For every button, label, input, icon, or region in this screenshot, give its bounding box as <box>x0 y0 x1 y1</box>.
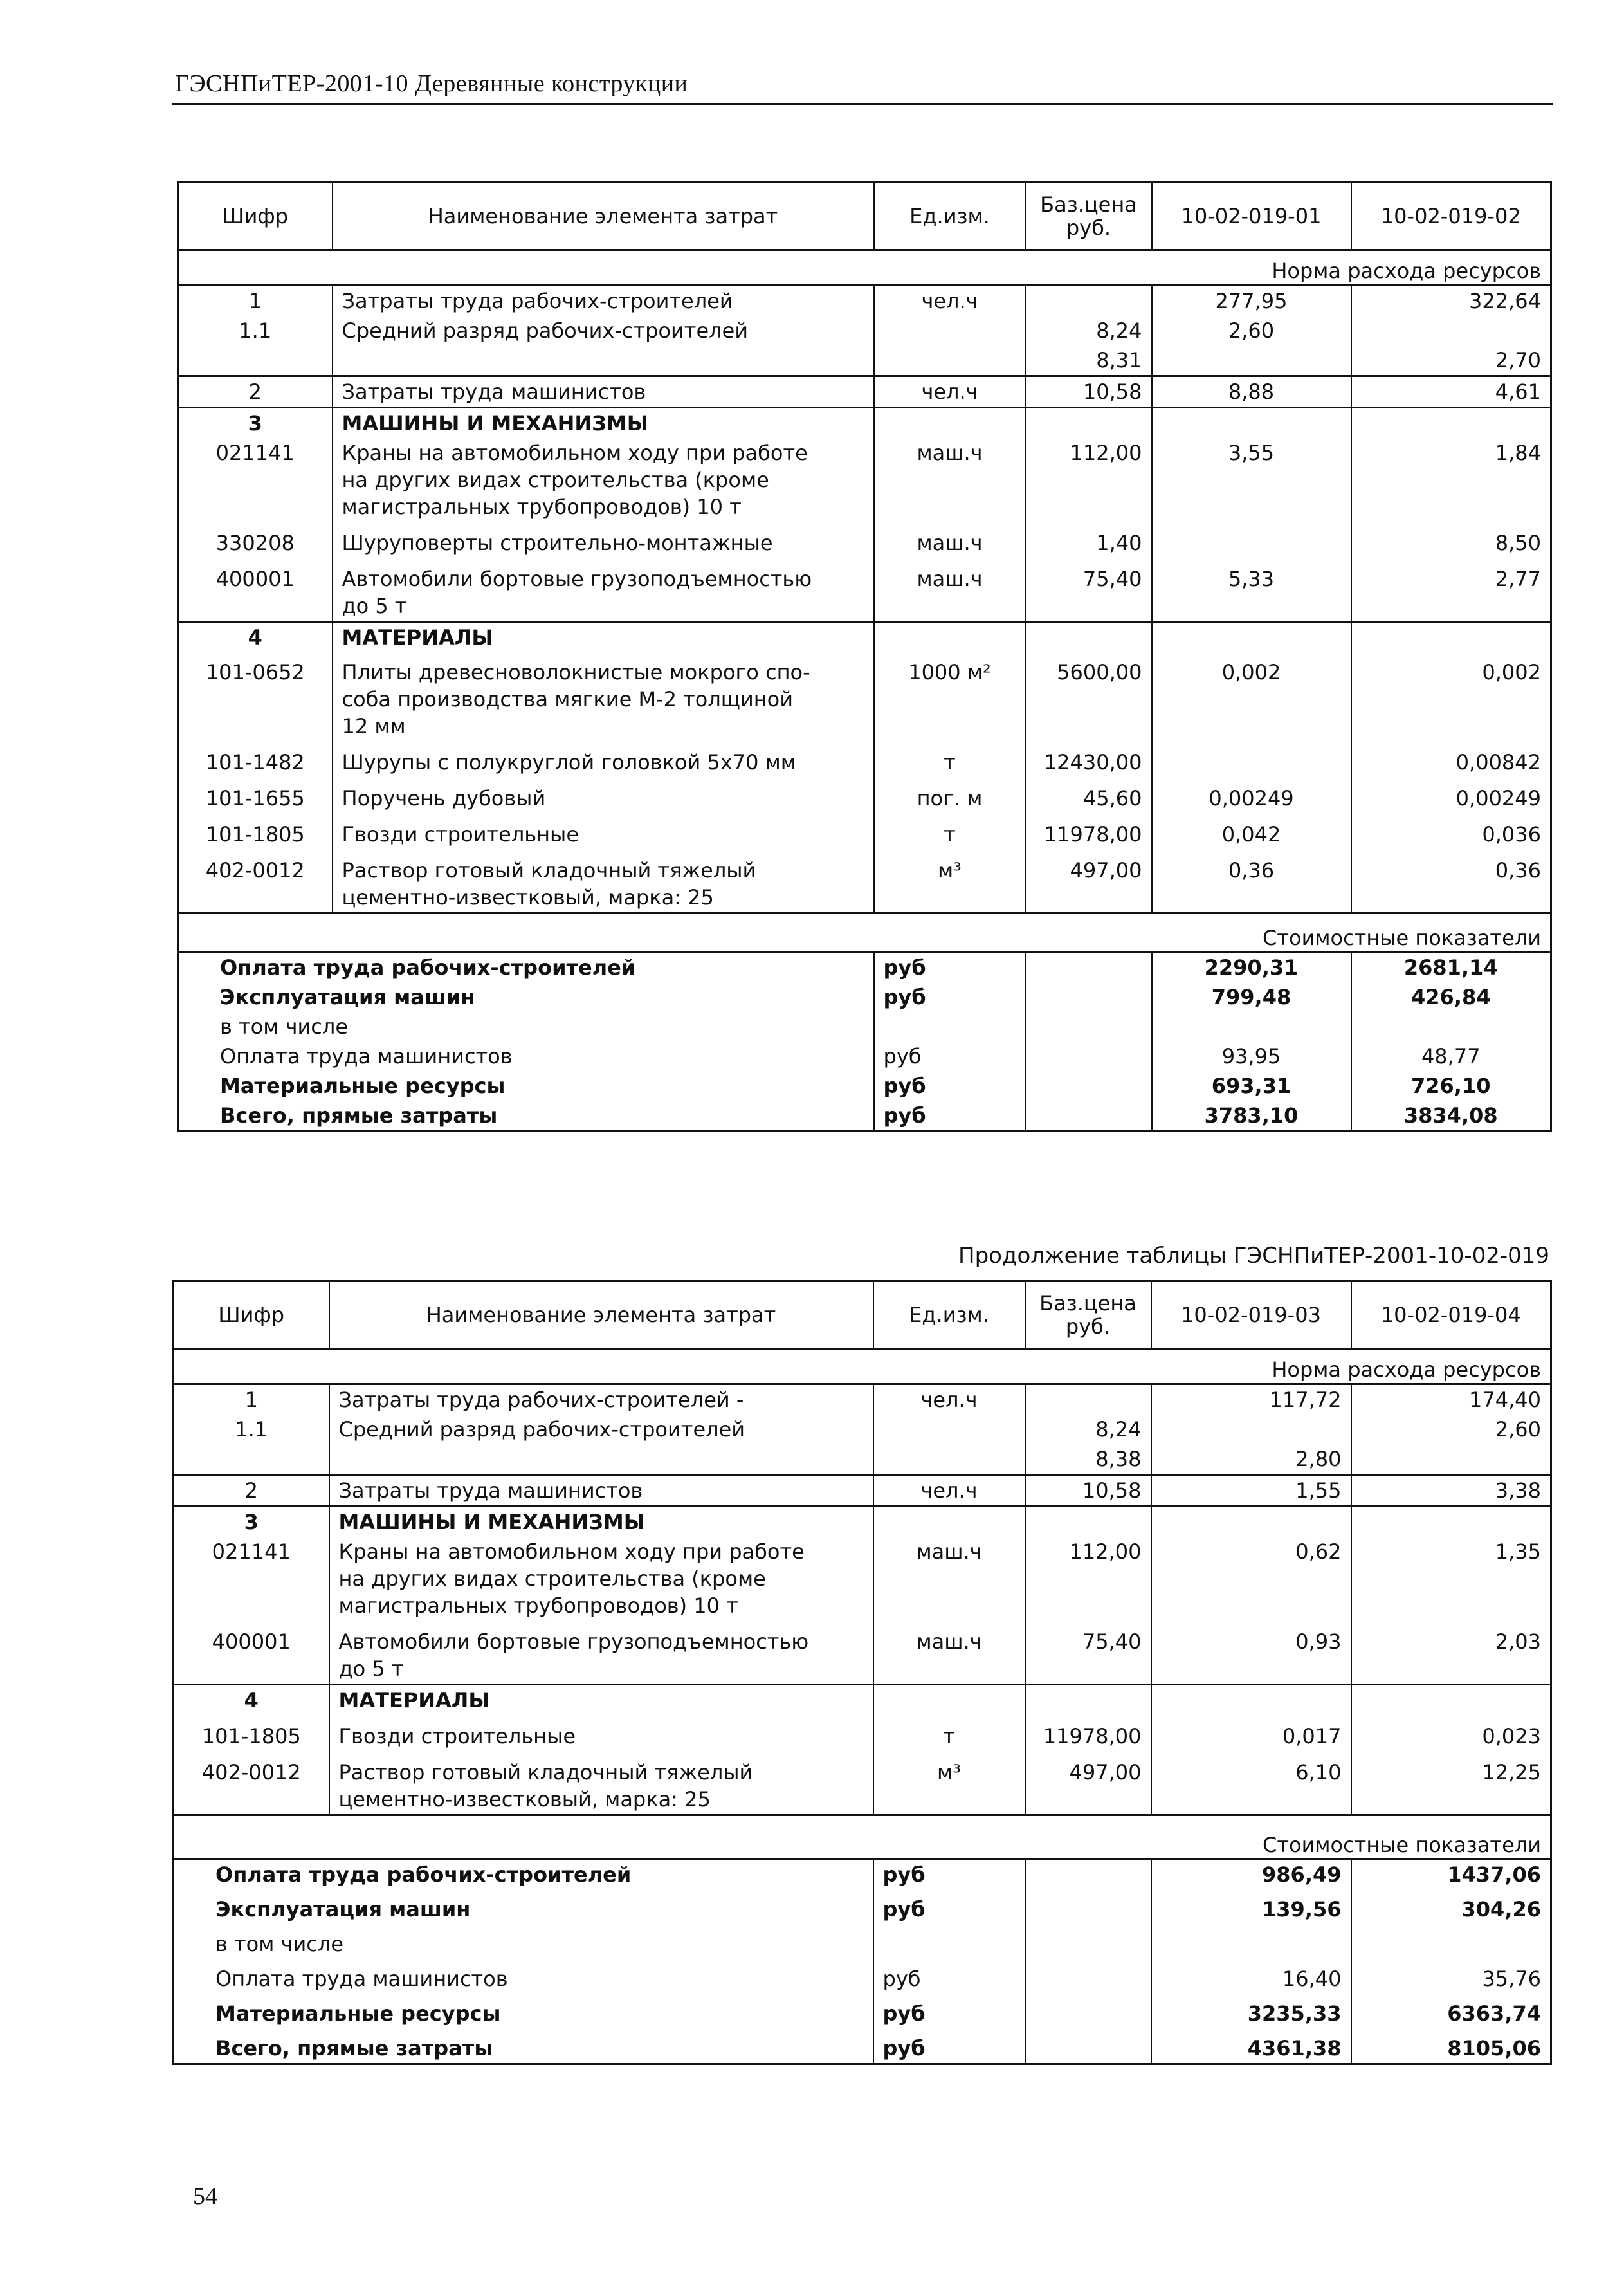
row-price: 75,40 <box>1026 558 1152 622</box>
row-name-line: Автомобили бортовые грузоподъемностью <box>342 567 812 591</box>
header-unit: Ед.изм. <box>873 1281 1025 1349</box>
row-price: 12430,00 <box>1026 741 1152 777</box>
row-unit: маш.ч <box>874 522 1026 558</box>
row-code: 402-0012 <box>201 1760 301 1785</box>
cost-unit: руб <box>874 1042 1026 1071</box>
row-price: 10,58 <box>1025 1475 1151 1507</box>
row-value-a: 0,93 <box>1151 1620 1351 1685</box>
row-name <box>333 558 874 622</box>
cost-row <box>178 952 1551 982</box>
row-value-a: 277,95 <box>1152 286 1351 317</box>
row-value-b <box>1351 1444 1551 1475</box>
row-value-a: 0,017 <box>1151 1715 1351 1751</box>
row-value-b: 1,84 <box>1351 438 1551 522</box>
cost-unit: руб <box>873 1889 1025 1924</box>
cost-row <box>178 1042 1551 1071</box>
row-value-a: 0,36 <box>1152 849 1351 913</box>
cost-value-b: 6363,74 <box>1351 1994 1551 2028</box>
row-value-a: 1,55 <box>1151 1475 1351 1507</box>
row-value-a <box>1151 1415 1351 1444</box>
cost-name: в том числе <box>215 1932 343 1956</box>
row-value-b: 174,40 <box>1351 1384 1551 1415</box>
norm-band-label: Норма расхода ресурсов <box>174 1349 1551 1384</box>
header-price-line1: Баз.цена <box>1039 1291 1136 1316</box>
row-value-b: 2,60 <box>1351 1415 1551 1444</box>
cost-name: Материальные ресурсы <box>220 1074 506 1098</box>
row-name <box>333 438 874 522</box>
section-code: 3 <box>174 1507 329 1537</box>
row-name: Средний разряд рабочих-строителей <box>329 1415 873 1444</box>
row-value-a <box>1152 345 1351 376</box>
row-unit: 1000 м² <box>874 652 1026 741</box>
cost-row <box>178 982 1551 1012</box>
cost-row <box>174 1924 1551 1959</box>
row-name-line: 12 мм <box>342 714 406 739</box>
cost-value-b: 48,77 <box>1351 1042 1551 1071</box>
row-code: 1 <box>174 1384 329 1415</box>
cost-value-b: 304,26 <box>1351 1889 1551 1924</box>
row-price: 112,00 <box>1025 1537 1151 1620</box>
row-unit <box>874 316 1026 345</box>
table-row <box>174 1715 1551 1751</box>
page-number: 54 <box>193 2183 217 2210</box>
row-value-b: 8,50 <box>1351 522 1551 558</box>
row-code: 101-1655 <box>205 786 305 811</box>
row-name <box>329 1537 873 1620</box>
table-row <box>178 813 1551 849</box>
cost-name: Всего, прямые затраты <box>220 1103 498 1128</box>
row-code: 400001 <box>212 1629 291 1654</box>
cost-name: Оплата труда машинистов <box>215 1967 508 1991</box>
header-price-line1: Баз.цена <box>1040 192 1137 217</box>
row-name-line: Автомобили бортовые грузоподъемностью <box>338 1629 809 1654</box>
cost-value-b: 726,10 <box>1351 1071 1551 1101</box>
row-code: 1.1 <box>239 318 272 343</box>
cost-unit: руб <box>874 982 1026 1012</box>
cost-unit: руб <box>873 1994 1025 2028</box>
row-value-a: 5,33 <box>1152 558 1351 622</box>
row-name: Гвозди строительные <box>329 1715 873 1751</box>
cost-value-a: 986,49 <box>1151 1859 1351 1889</box>
row-price: 8,31 <box>1026 345 1152 376</box>
row-code: 402-0012 <box>205 858 305 883</box>
row-price: 45,60 <box>1026 777 1152 813</box>
cost-unit: руб <box>874 952 1026 982</box>
section-row <box>178 622 1551 653</box>
header-price-line2: руб. <box>1065 1314 1111 1339</box>
row-value-a <box>1152 741 1351 777</box>
cost-value-a: 16,40 <box>1151 1959 1351 1994</box>
table-row <box>178 652 1551 741</box>
cost-row <box>174 2028 1551 2064</box>
row-unit: маш.ч <box>874 438 1026 522</box>
row-name-line: на других видах строительства (кроме <box>338 1566 766 1591</box>
row-name-line: Раствор готовый кладочный тяжелый <box>338 1760 753 1785</box>
row-value-a: 117,72 <box>1151 1384 1351 1415</box>
cost-unit: руб <box>874 1101 1026 1132</box>
cost-name: Всего, прямые затраты <box>215 2036 493 2060</box>
row-value-a: 2,60 <box>1152 316 1351 345</box>
section-row <box>178 408 1551 439</box>
row-unit: м³ <box>873 1751 1025 1815</box>
row-unit: маш.ч <box>874 558 1026 622</box>
row-value-b: 0,00249 <box>1351 777 1551 813</box>
table-row <box>178 316 1551 345</box>
cost-row <box>174 1994 1551 2028</box>
row-name: Гвозди строительные <box>333 813 874 849</box>
table-row <box>178 558 1551 622</box>
norm-table-2 <box>172 1280 1552 2065</box>
row-value-a: 8,88 <box>1152 376 1351 408</box>
cost-unit: руб <box>873 1959 1025 1994</box>
cost-value-b: 35,76 <box>1351 1959 1551 1994</box>
row-code: 101-1482 <box>205 750 305 775</box>
row-name <box>329 1620 873 1685</box>
header-col-a: 10-02-019-03 <box>1151 1281 1351 1349</box>
cost-name: Оплата труда рабочих-строителей <box>178 952 874 982</box>
cost-name: Оплата труда рабочих-строителей <box>174 1859 873 1889</box>
row-name: Затраты труда машинистов <box>333 376 874 408</box>
row-unit: т <box>873 1715 1025 1751</box>
row-unit: маш.ч <box>873 1537 1025 1620</box>
continuation-caption: Продолжение таблицы ГЭСНПиТЕР-2001-10-02-019 <box>958 1243 1550 1269</box>
row-name: Средний разряд рабочих-строителей <box>333 316 874 345</box>
row-value-b: 12,25 <box>1351 1751 1551 1815</box>
row-value-b: 0,00842 <box>1351 741 1551 777</box>
table-row <box>174 1415 1551 1444</box>
row-code: 101-1805 <box>205 822 305 847</box>
row-value-a: 0,62 <box>1151 1537 1351 1620</box>
section-row <box>174 1507 1551 1537</box>
section-row <box>174 1685 1551 1716</box>
row-name-line: Краны на автомобильном ходу при работе <box>338 1539 805 1564</box>
row-value-a: 0,042 <box>1152 813 1351 849</box>
cost-value-b: 1437,06 <box>1351 1859 1551 1889</box>
table-row <box>174 1620 1551 1685</box>
row-name: Шуруповерты строительно-монтажные <box>333 522 874 558</box>
cost-value-b: 426,84 <box>1351 982 1551 1012</box>
table-row <box>178 522 1551 558</box>
header-unit: Ед.изм. <box>874 183 1026 250</box>
row-code: 2 <box>178 376 333 408</box>
row-price: 497,00 <box>1026 849 1152 913</box>
row-value-a: 2,80 <box>1151 1444 1351 1475</box>
row-value-a: 6,10 <box>1151 1751 1351 1815</box>
table-row <box>174 1444 1551 1475</box>
row-name-line: соба производства мягкие М-2 толщиной <box>342 687 794 711</box>
cost-name: Материальные ресурсы <box>215 2001 501 2026</box>
header-col-a: 10-02-019-01 <box>1152 183 1351 250</box>
row-name-line: Раствор готовый кладочный тяжелый <box>342 858 756 883</box>
cost-unit: руб <box>873 1859 1025 1889</box>
header-col-b: 10-02-019-04 <box>1351 1281 1551 1349</box>
row-code: 1.1 <box>235 1417 268 1442</box>
row-price: 10,58 <box>1026 376 1152 408</box>
section-title: МАШИНЫ И МЕХАНИЗМЫ <box>333 408 874 439</box>
header-price <box>1026 183 1152 250</box>
cost-name: Оплата труда машинистов <box>220 1044 513 1069</box>
cost-row <box>174 1959 1551 1994</box>
row-code: 101-1805 <box>201 1724 301 1748</box>
row-value-b: 4,61 <box>1351 376 1551 408</box>
section-code: 3 <box>178 408 333 439</box>
table-row <box>174 1384 1551 1415</box>
row-name-line: магистральных трубопроводов) 10 т <box>342 495 742 519</box>
row-name: Шурупы с полукруглой головкой 5х70 мм <box>333 741 874 777</box>
table-header-row <box>178 183 1551 250</box>
row-value-b: 2,03 <box>1351 1620 1551 1685</box>
table-row <box>178 345 1551 376</box>
table-row <box>178 777 1551 813</box>
row-code: 400001 <box>215 567 295 591</box>
row-code: 101-0652 <box>205 660 305 684</box>
norm-band-row <box>174 1349 1551 1384</box>
cost-value-a: 4361,38 <box>1151 2028 1351 2064</box>
row-name-line: Плиты древесноволокнистые мокрого спо- <box>342 660 810 684</box>
cost-value-a: 2290,31 <box>1152 952 1351 982</box>
section-code: 4 <box>178 622 333 653</box>
row-value-b <box>1351 316 1551 345</box>
row-price: 11978,00 <box>1025 1715 1151 1751</box>
row-unit <box>873 1415 1025 1444</box>
cost-value-a: 139,56 <box>1151 1889 1351 1924</box>
section-title: МАШИНЫ И МЕХАНИЗМЫ <box>329 1507 873 1537</box>
header-rule <box>172 103 1553 105</box>
norm-band-label: Норма расхода ресурсов <box>178 250 1551 286</box>
row-unit: чел.ч <box>874 376 1026 408</box>
table-row <box>178 741 1551 777</box>
row-name: Затраты труда рабочих-строителей - <box>329 1384 873 1415</box>
row-price: 11978,00 <box>1026 813 1152 849</box>
row-unit: чел.ч <box>873 1384 1025 1415</box>
row-price: 8,38 <box>1025 1444 1151 1475</box>
row-price <box>1026 286 1152 317</box>
cost-unit: руб <box>874 1071 1026 1101</box>
cost-value-b: 8105,06 <box>1351 2028 1551 2064</box>
cost-band-label: Стоимостные показатели <box>178 913 1551 953</box>
row-price: 112,00 <box>1026 438 1152 522</box>
row-name: Поручень дубовый <box>333 777 874 813</box>
row-name-line: цементно-известковый, марка: 25 <box>338 1787 711 1812</box>
row-value-b: 0,36 <box>1351 849 1551 913</box>
cost-value-a: 93,95 <box>1152 1042 1351 1071</box>
row-name <box>329 1751 873 1815</box>
row-name-line: до 5 т <box>342 594 407 618</box>
row-name-line: цементно-известковый, марка: 25 <box>342 885 714 910</box>
row-unit: м³ <box>874 849 1026 913</box>
row-name-line: на других видах строительства (кроме <box>342 468 769 492</box>
header-price <box>1025 1281 1151 1349</box>
row-price: 1,40 <box>1026 522 1152 558</box>
row-value-b: 1,35 <box>1351 1537 1551 1620</box>
row-value-b: 0,036 <box>1351 813 1551 849</box>
row-code: 021141 <box>215 441 295 465</box>
row-price <box>1025 1384 1151 1415</box>
table-row <box>174 1751 1551 1815</box>
cost-band-row <box>178 913 1551 953</box>
cost-value-b: 3834,08 <box>1351 1101 1551 1132</box>
row-price: 497,00 <box>1025 1751 1151 1815</box>
row-value-b: 2,77 <box>1351 558 1551 622</box>
row-name: Затраты труда рабочих-строителей <box>333 286 874 317</box>
row-value-b: 0,023 <box>1351 1715 1551 1751</box>
cost-row <box>174 1859 1551 1889</box>
row-unit: т <box>874 741 1026 777</box>
row-code: 1 <box>178 286 333 317</box>
row-code: 2 <box>174 1475 329 1507</box>
header-code: Шифр <box>218 1303 285 1327</box>
page-header: ГЭСНПиТЕР-2001-10 Деревянные конструкции <box>175 70 688 97</box>
header-name: Наименование элемента затрат <box>333 183 874 250</box>
row-value-a: 0,002 <box>1152 652 1351 741</box>
row-unit: чел.ч <box>873 1475 1025 1507</box>
cost-name: Эксплуатация машин <box>220 985 475 1009</box>
table-row <box>174 1475 1551 1507</box>
header-price-line2: руб. <box>1066 216 1111 240</box>
header-code: Шифр <box>222 204 289 228</box>
cost-name: Эксплуатация машин <box>215 1897 471 1922</box>
norm-table-1 <box>177 181 1552 1132</box>
cost-value-a: 3235,33 <box>1151 1994 1351 2028</box>
row-price: 8,24 <box>1026 316 1152 345</box>
row-name <box>333 652 874 741</box>
row-code: 330208 <box>215 531 295 555</box>
row-unit: маш.ч <box>873 1620 1025 1685</box>
row-name <box>333 849 874 913</box>
cost-value-a: 799,48 <box>1152 982 1351 1012</box>
row-value-b: 0,002 <box>1351 652 1551 741</box>
section-title: МАТЕРИАЛЫ <box>329 1685 873 1716</box>
row-name-line: до 5 т <box>338 1657 404 1681</box>
row-value-a <box>1152 522 1351 558</box>
row-name-line: магистральных трубопроводов) 10 т <box>338 1593 738 1618</box>
cost-band-row <box>174 1815 1551 1860</box>
table-header-row <box>174 1281 1551 1349</box>
table-row <box>178 849 1551 913</box>
cost-value-a: 693,31 <box>1152 1071 1351 1101</box>
row-value-a: 3,55 <box>1152 438 1351 522</box>
norm-band-row <box>178 250 1551 286</box>
row-name: Затраты труда машинистов <box>329 1475 873 1507</box>
cost-band-label: Стоимостные показатели <box>174 1815 1551 1860</box>
cost-unit: руб <box>873 2028 1025 2064</box>
row-price: 75,40 <box>1025 1620 1151 1685</box>
row-unit: пог. м <box>874 777 1026 813</box>
cost-row <box>178 1071 1551 1101</box>
row-unit: т <box>874 813 1026 849</box>
header-name: Наименование элемента затрат <box>329 1281 873 1349</box>
section-title: МАТЕРИАЛЫ <box>333 622 874 653</box>
section-code: 4 <box>174 1685 329 1716</box>
cost-row <box>178 1012 1551 1042</box>
table-row <box>178 286 1551 317</box>
cost-value-a: 3783,10 <box>1152 1101 1351 1132</box>
row-value-b: 2,70 <box>1351 345 1551 376</box>
cost-name: в том числе <box>220 1014 348 1039</box>
row-unit: чел.ч <box>874 286 1026 317</box>
cost-row <box>174 1889 1551 1924</box>
table-row <box>178 376 1551 408</box>
table-row <box>178 438 1551 522</box>
row-value-b: 3,38 <box>1351 1475 1551 1507</box>
row-price: 8,24 <box>1025 1415 1151 1444</box>
row-value-a: 0,00249 <box>1152 777 1351 813</box>
cost-value-b: 2681,14 <box>1351 952 1551 982</box>
row-code: 021141 <box>212 1539 291 1564</box>
table-row <box>174 1537 1551 1620</box>
row-value-b: 322,64 <box>1351 286 1551 317</box>
cost-row <box>178 1101 1551 1132</box>
row-price: 5600,00 <box>1026 652 1152 741</box>
row-name-line: Краны на автомобильном ходу при работе <box>342 441 808 465</box>
header-col-b: 10-02-019-02 <box>1351 183 1551 250</box>
